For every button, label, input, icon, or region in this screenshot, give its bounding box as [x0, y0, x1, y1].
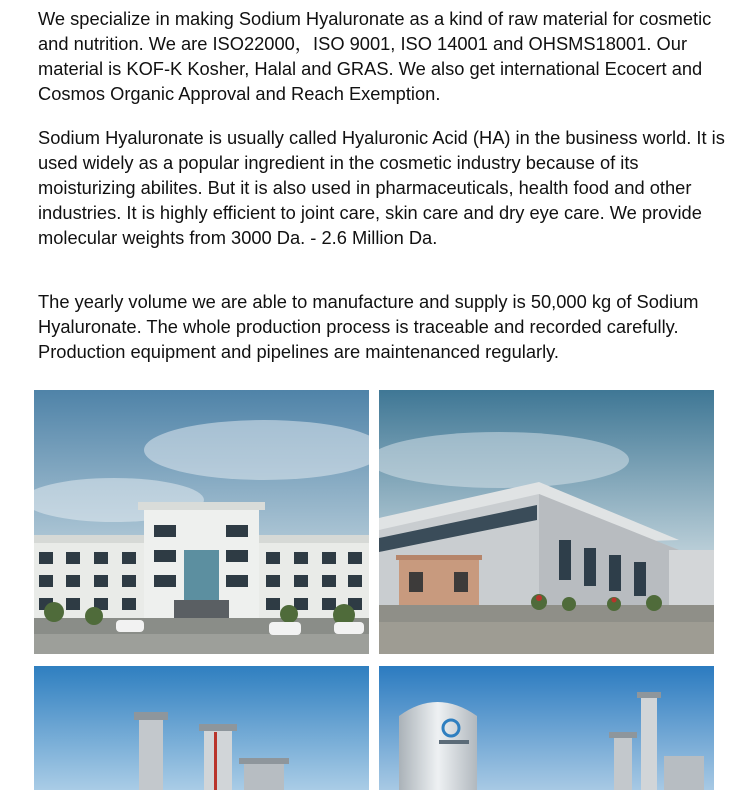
intro-paragraph: We specialize in making Sodium Hyaluronate as a kind of raw material for cosmetic and nutrition. We are ISO22000，ISO 9001, ISO 14001 and OHSMS18001. Our material is KOF-K Kosher, Halal and GRAS. We also get international Ecocert and Cosmos Organic Approval and Reach Exemption.: [38, 8, 712, 104]
capacity-paragraph: The yearly volume we are able to manufacture and supply is 50,000 kg of Sodium Hyaluronate. The whole production process is traceable and recorded carefully. Production equipment and pipelines are maintenanced regularly.: [38, 291, 699, 362]
chimney-towers-photo: [34, 666, 369, 790]
storage-tank-photo: [379, 666, 714, 790]
description-paragraph: Sodium Hyaluronate is usually called Hyaluronic Acid (HA) in the business world. It is used widely as a popular ingredient in the cosmetic industry because of its moisturizing abilites. But it is also used in pharmaceuticals, health food and other industries. It is highly efficient to joint care, skin care and dry eye care. We provide molecular weights from 3000 Da. - 2.6 Million Da.: [38, 127, 725, 248]
office-building-photo: [34, 390, 369, 654]
factory-warehouse-photo: [379, 390, 714, 654]
